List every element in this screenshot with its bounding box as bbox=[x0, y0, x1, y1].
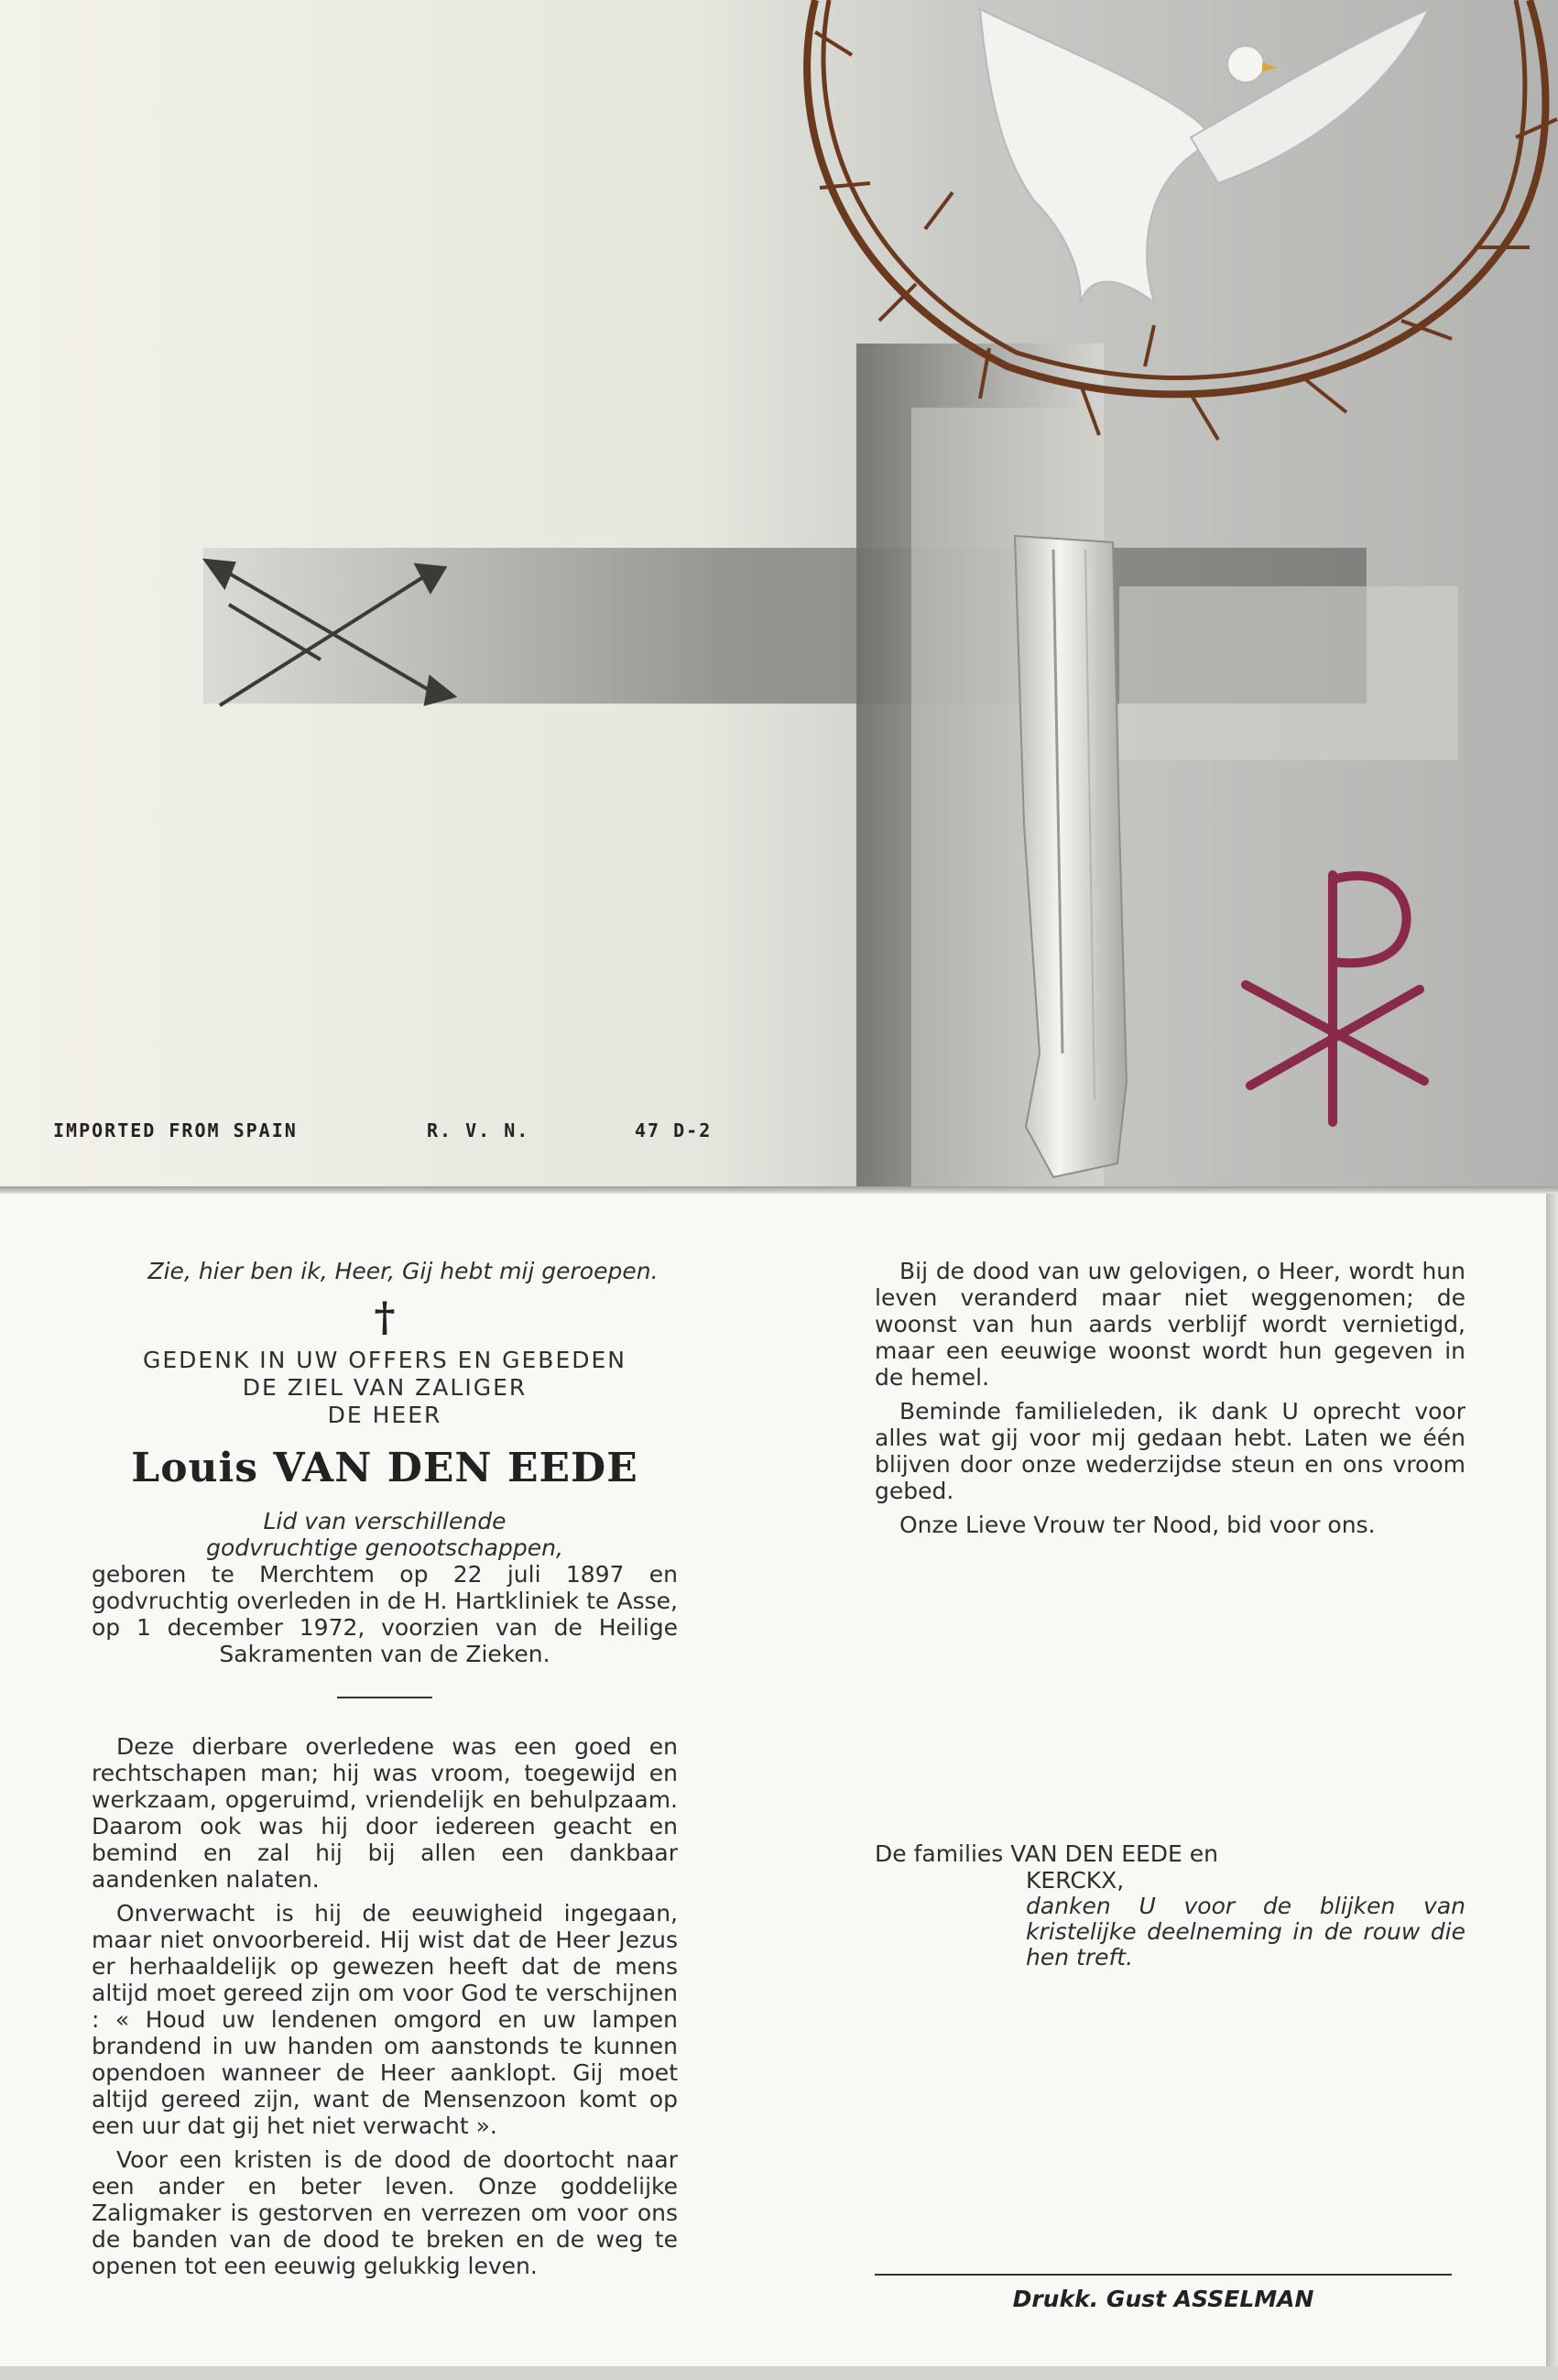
prayer-heading bbox=[92, 1347, 678, 1429]
deceased-name: Louis VAN DEN EEDE bbox=[131, 1445, 638, 1491]
prayer-heading-line: DE ZIEL VAN ZALIGER bbox=[242, 1374, 528, 1401]
thanks-text: danken U voor de blijken van kristelijke deelneming in de rouw die hen treft. bbox=[1026, 1893, 1465, 1971]
imported-from-text: IMPORTED FROM SPAIN bbox=[53, 1119, 298, 1141]
artwork-footer bbox=[0, 1119, 714, 1147]
card-fold bbox=[0, 1186, 1558, 1194]
paragraph: Voor een kristen is de dood de doortocht naar een ander en beter leven. Onze goddelijke Zaligmaker is gestorven en verrezen om voor ons de banden van de dood te breken en de weg te openen tot een eeuwig gelukkig leven. bbox=[92, 2146, 678, 2279]
printer-rule bbox=[875, 2274, 1452, 2276]
role-line: Lid van verschillende bbox=[263, 1508, 507, 1534]
paragraph: Onze Lieve Vrouw ter Nood, bid voor ons. bbox=[899, 1512, 1376, 1538]
paragraph: Beminde familieleden, ik dank U oprecht voor alles wat gij voor mij gedaan hebt. Laten we één blijven door onze wederzijdse steun en ons vroom gebed. bbox=[875, 1398, 1465, 1504]
cross-icon: † bbox=[374, 1294, 396, 1341]
families-line: De families VAN DEN EEDE en bbox=[875, 1840, 1218, 1867]
divider bbox=[337, 1697, 432, 1698]
reference-code: 47 D-2 bbox=[635, 1119, 713, 1141]
role bbox=[92, 1508, 678, 1561]
card-edge bbox=[0, 2366, 1558, 2380]
role-line: godvruchtige genootschappen, bbox=[206, 1534, 563, 1561]
maker-text: R. V. N. bbox=[427, 1119, 530, 1141]
printer-credit: Drukk. Gust ASSELMAN bbox=[1012, 2286, 1314, 2312]
paragraph: Onverwacht is hij de eeuwigheid ingegaan, maar niet onvoorbereid. Hij wist dat de Heer Jezus er herhaaldelijk op gewezen heeft dat de mens altijd moet gereed zijn om voor God te verschijnen : « Houd uw lendenen omgord en uw lampen brandend in uw handen om aanstonds te kunnen opendoen wanneer de Heer aanklopt. Gij moet altijd gereed zijn, want de Mensenzoon komt op een uur dat gij het niet verwacht ». bbox=[92, 1900, 678, 2139]
memorial-illustration bbox=[0, 0, 1558, 1186]
biography: geboren te Merchtem op 22 juli 1897 en godvruchtig overleden in de H. Hartkliniek te Asse, op 1 december 1972, voorzien van de Heilige Sakramenten van de Zieken. bbox=[92, 1561, 678, 1667]
front-artwork bbox=[0, 0, 1558, 1186]
families-line: KERCKX, bbox=[1026, 1867, 1125, 1894]
paragraph: Deze dierbare overledene was een goed en rechtschapen man; hij was vroom, toegewijd en werkzaam, opgeruimd, vriendelijk en behulpzaam. Daarom ook was hij door iedereen geacht en bemind en zal hij bij allen een dankbaar aandenken nalaten. bbox=[92, 1733, 678, 1893]
epigraph: Zie, hier ben ik, Heer, Gij hebt mij geroepen. bbox=[147, 1258, 659, 1284]
card-edge bbox=[1546, 1194, 1558, 2380]
paragraph: Bij de dood van uw gelovigen, o Heer, wordt hun leven veranderd maar niet weggenomen; de woonst van hun aards verblijf wordt vernietigd, maar een eeuwige woonst wordt hun gegeven in de hemel. bbox=[875, 1258, 1465, 1391]
prayer-heading-line: GEDENK IN UW OFFERS EN GEBEDEN bbox=[143, 1347, 626, 1373]
families-acknowledgement bbox=[875, 1840, 1465, 1971]
prayer-heading-line: DE HEER bbox=[327, 1402, 442, 1428]
right-column bbox=[875, 1258, 1465, 1971]
inner-card bbox=[0, 1194, 1546, 2366]
left-column bbox=[92, 1258, 678, 2279]
